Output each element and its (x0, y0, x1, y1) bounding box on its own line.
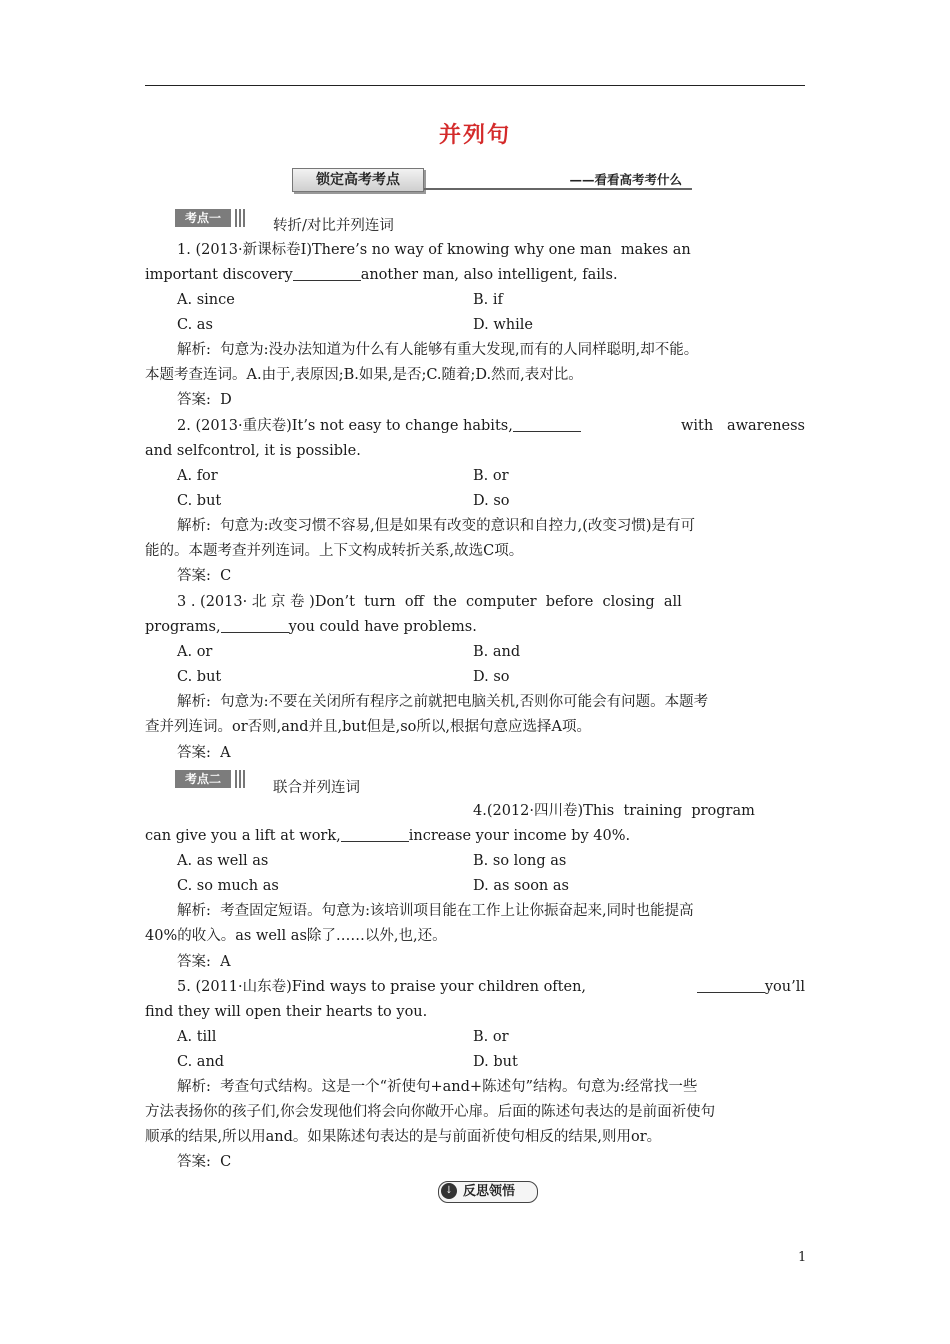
answer-blank (341, 827, 409, 842)
q4-explanation-line1: 解析: 考查固定短语。句意为:该培训项目能在工作上让你振奋起来,同时也能提高 (177, 903, 694, 919)
section-title-1: 转折/对比并列连词 (273, 218, 394, 234)
q2-answer: 答案: C (177, 568, 232, 584)
q5-explanation-line3: 顺承的结果,所以用and。如果陈述句表达的是与前面祈使句相反的结果,则用or。 (145, 1129, 662, 1145)
section-badge-1 (175, 209, 247, 229)
q3-explanation-line2: 查并列连词。or否则,and并且,but但是,so所以,根据句意应选择A项。 (145, 719, 591, 735)
q1-explanation-line2: 本题考查连词。A.由于,表原因;B.如果,是否;C.随着;D.然而,表对比。 (145, 367, 583, 383)
q2-stem-line2: and selfcontrol, it is possible. (145, 443, 361, 459)
q5-option-b: B. or (473, 1029, 509, 1045)
banner-tag: ——看看高考考什么 (569, 172, 682, 187)
q2-stem-line1: 2. (2013·重庆卷)It’s not easy to change habits, with awareness (177, 418, 805, 434)
q1-option-b: B. if (473, 292, 503, 308)
page-title: 并列句 (438, 123, 511, 148)
q1-option-a: A. since (177, 292, 235, 308)
q5-stem-line1: 5. (2011·山东卷)Find ways to praise your children often, you’ll (177, 979, 805, 995)
q2-explanation-line1: 解析: 句意为:改变习惯不容易,但是如果有改变的意识和自控力,(改变习惯)是有可 (177, 518, 696, 534)
q2-option-c: C. but (177, 493, 222, 509)
q5-option-d: D. but (473, 1054, 518, 1070)
banner-label: 锁定高考考点 (316, 172, 400, 188)
banner-line (424, 188, 692, 190)
header-rule (145, 85, 805, 86)
answer-blank (293, 266, 361, 281)
q3-option-a: A. or (177, 644, 213, 660)
q2-option-d: D. so (473, 493, 510, 509)
badge-label: 考点二 (175, 770, 231, 788)
q4-option-c: C. so much as (177, 878, 279, 894)
badge-bars (235, 209, 247, 227)
q2-option-b: B. or (473, 468, 509, 484)
section-badge-2 (175, 770, 247, 790)
q1-stem-line2: important discovery another man, also intelligent, fails. (145, 267, 618, 283)
q5-option-c: C. and (177, 1054, 225, 1070)
q5-answer: 答案: C (177, 1154, 232, 1170)
q4-explanation-line2: 40%的收入。as well as除了……以外,也,还。 (145, 928, 447, 944)
q1-explanation-line1: 解析: 句意为:没办法知道为什么有人能够有重大发现,而有的人同样聪明,却不能。 (177, 342, 699, 358)
page-number: 1 (798, 1250, 807, 1265)
q2-explanation-line2: 能的。本题考查并列连词。上下文构成转折关系,故选C项。 (145, 543, 524, 559)
badge-label: 考点一 (175, 209, 231, 227)
q1-answer: 答案: D (177, 392, 232, 408)
q4-option-a: A. as well as (177, 853, 269, 869)
q3-answer: 答案: A (177, 745, 231, 761)
q4-answer: 答案: A (177, 954, 231, 970)
q1-stem-line1: 1. (2013·新课标卷Ⅰ)There’s no way of knowing why one man makes an (177, 242, 691, 258)
q5-option-a: A. till (177, 1029, 217, 1045)
q1-option-d: D. while (473, 317, 533, 333)
section-banner (292, 168, 692, 192)
q3-option-c: C. but (177, 669, 222, 685)
arrow-down-icon: ↓ (441, 1183, 457, 1199)
q3-stem-line2: programs, you could have problems. (145, 619, 477, 635)
q4-stem-line1: 4.(2012·四川卷)This training program (473, 803, 755, 819)
answer-blank (697, 978, 765, 993)
q3-option-d: D. so (473, 669, 510, 685)
q1-option-c: C. as (177, 317, 213, 333)
q5-explanation-line2: 方法表扬你的孩子们,你会发现他们将会向你敞开心扉。后面的陈述句表达的是前面祈使句 (145, 1104, 716, 1120)
reflection-label: 反思领悟 (463, 1184, 516, 1199)
q4-option-d: D. as soon as (473, 878, 569, 894)
answer-blank (221, 618, 289, 633)
badge-bars (235, 770, 247, 788)
q2-option-a: A. for (177, 468, 218, 484)
section-title-2: 联合并列连词 (273, 780, 360, 796)
q5-stem-line2: find they will open their hearts to you. (145, 1004, 428, 1020)
q3-explanation-line1: 解析: 句意为:不要在关闭所有程序之前就把电脑关机,否则你可能会有问题。本题考 (177, 694, 709, 710)
reflection-badge (438, 1181, 538, 1203)
q4-stem-line2: can give you a lift at work, increase your income by 40%. (145, 828, 631, 844)
q3-stem-line1: 3 . (2013· 北 京 卷 )Don’t turn off the computer before closing all (177, 594, 682, 610)
q4-option-b: B. so long as (473, 853, 567, 869)
q5-explanation-line1: 解析: 考查句式结构。这是一个“祈使句+and+陈述句”结构。句意为:经常找一些 (177, 1079, 698, 1095)
q3-option-b: B. and (473, 644, 521, 660)
answer-blank (513, 417, 581, 432)
banner-box (292, 168, 424, 192)
